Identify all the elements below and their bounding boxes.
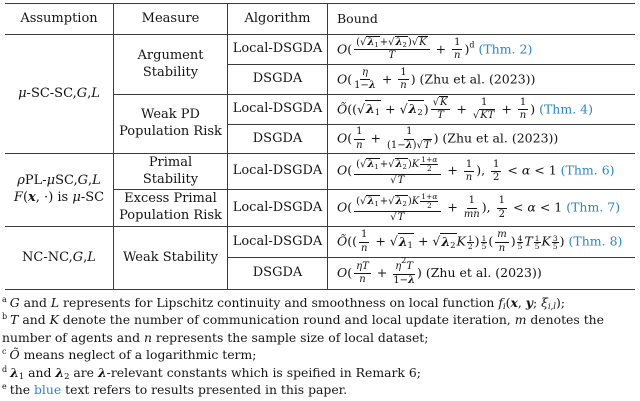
theorem-link[interactable]: (Thm. 4) <box>539 101 593 116</box>
header-text: Measure <box>141 10 200 26</box>
measure-text: Argument Stability <box>137 47 204 80</box>
measure-text: Excess Primal Population Risk <box>119 191 222 223</box>
theorem-link[interactable]: (Thm. 2) <box>478 41 533 56</box>
header-text: Bound <box>337 10 378 26</box>
bound-cell <box>327 34 635 64</box>
theorem-link[interactable]: blue <box>33 382 62 398</box>
bound-cell <box>327 64 635 94</box>
measure-cell-argument-stability <box>113 34 227 94</box>
bound-formula: O( $\frac{1}{n}$ + $\frac{1}{(1-\lambda)√T}$ ) (Zhu et al. (2023)) <box>337 126 559 151</box>
footnote-text: T and K denote the number of communication round and local update iteration, m denotes the number of agents and n represents the sample size of local dataset; <box>2 312 604 345</box>
measure-cell-primal-stability <box>113 153 227 189</box>
algorithm-text: DSGDA <box>252 130 303 146</box>
column-header-assumption <box>5 4 113 34</box>
algorithm-text: DSGDA <box>252 71 303 87</box>
bound-formula: O( $\frac{\eta}{1-\lambda}$ + $\frac{1}{n}$ ) (Zhu et al. (2023)) <box>337 66 536 91</box>
bound-cell <box>327 153 635 189</box>
bound-formula: O( $\frac{(√\lambda_1+√\lambda_2)√K}{T}$ + $\frac{1}{n}$ )$^d$ (Thm. 2) <box>337 36 533 61</box>
footnote-marker: b <box>2 312 8 322</box>
column-header-algorithm <box>227 4 327 34</box>
algorithm-cell <box>227 257 327 289</box>
bound-formula: Õ(( $\frac{1}{n}$ + $√\lambda_1 + √\lambda_2K$ $\frac{1}{2}$ ) $\frac{1}{5}$ ( $\frac{m}{n}$ ) $\frac{4}{5}$ T $\frac{1}{5}$ K $\frac{3}{5}$ ) (Thm. 8) <box>337 229 623 254</box>
algorithm-cell <box>227 94 327 124</box>
theorem-link[interactable]: (Thm. 8) <box>568 233 623 249</box>
algorithm-cell <box>227 153 327 189</box>
theorem-link[interactable]: (Thm. 7) <box>566 199 621 215</box>
column-header-measure <box>113 4 227 34</box>
footnote-marker: c <box>2 347 7 357</box>
bound-cell <box>327 257 635 289</box>
footnote-e <box>2 381 638 398</box>
footnote-a <box>2 294 638 311</box>
measure-cell-weak-stability <box>113 226 227 289</box>
measure-text: Weak PD Population Risk <box>119 107 222 139</box>
algorithm-cell <box>227 226 327 257</box>
bound-cell <box>327 124 635 153</box>
bound-cell <box>327 226 635 257</box>
algorithm-text: Local-DSGDA <box>232 41 323 57</box>
footnote-marker: d <box>2 364 8 374</box>
footnote-c <box>2 346 638 363</box>
assumption-cell-mu-sc-sc <box>5 34 113 153</box>
footnote-text: $\lambda_1$ and $\lambda_2$ are λ-relevant constants which is speified in Remark 6; <box>10 364 421 381</box>
footnote-marker: e <box>2 382 7 392</box>
measure-text: Primal Stability <box>142 154 199 187</box>
footnote-d <box>2 364 638 381</box>
assumption-cell-rho-pl-mu-sc <box>5 153 113 226</box>
algorithm-text: Local-DSGDA <box>232 101 323 117</box>
assumption-cell-nc-nc <box>5 226 113 289</box>
algorithm-text: DSGDA <box>252 265 303 281</box>
algorithm-cell <box>227 64 327 94</box>
footnote-text: G and L represents for Lipschitz continuity and smoothness on local function $f_i(x$, y; $\xi_{i,l}$); <box>9 295 566 311</box>
header-text: Algorithm <box>244 10 311 26</box>
theorem-link[interactable]: (Thm. 6) <box>560 163 615 178</box>
algorithm-cell <box>227 34 327 64</box>
results-table <box>5 3 635 290</box>
algorithm-cell <box>227 189 327 226</box>
algorithm-cell <box>227 124 327 153</box>
measure-cell-excess-primal-population-risk <box>113 189 227 226</box>
column-header-bound <box>327 4 635 34</box>
measure-text: Weak Stability <box>123 249 218 265</box>
assumption-text: ρPL-μSC,G,L F(x, ·) is μ-SC <box>13 173 105 205</box>
footnote-text: the blue text refers to results presented in this paper. <box>9 382 348 398</box>
bound-formula: O( $\frac{\eta T}{n}$ + $\frac{\eta^2T}{1-\lambda}$ ) (Zhu et al. (2023)) <box>337 256 542 286</box>
footnote-text: Õ means neglect of a logarithmic term; <box>9 347 257 363</box>
algorithm-text: Local-DSGDA <box>232 199 323 215</box>
header-text: Assumption <box>20 10 98 26</box>
measure-cell-weak-pd-population-risk <box>113 94 227 153</box>
assumption-text: NC-NC,G,L <box>22 249 96 265</box>
table-footnotes <box>2 294 638 398</box>
footnote-b <box>2 311 638 346</box>
bound-cell <box>327 94 635 124</box>
bound-formula: O( $(√\lambda_1+√\lambda_2)K$ $\frac{1+\alpha}{2}$ √T + $\frac{1}{n}$ ), $\frac{1}{2}$ < α < 1 (Thm. 6) <box>337 155 615 187</box>
bound-cell <box>327 189 635 226</box>
footnote-marker: a <box>2 295 7 304</box>
bound-formula: O( $(√\lambda_1+√\lambda_2)K$ $\frac{1+\alpha}{2}$ √T + $\frac{1}{mn}$ ), $\frac{1}{2}$ < α < 1 (Thm. 7) <box>337 191 621 223</box>
assumption-text: μ-SC-SC,G,L <box>18 85 100 101</box>
algorithm-text: Local-DSGDA <box>232 233 323 249</box>
bound-formula: $Õ((√\lambda_1 + √\lambda_2)$ $\frac{√K}{T}$ + $\frac{1}{√KT}$ + $\frac{1}{n}$ ) (Thm. 4) <box>337 96 593 121</box>
algorithm-text: Local-DSGDA <box>232 163 323 179</box>
